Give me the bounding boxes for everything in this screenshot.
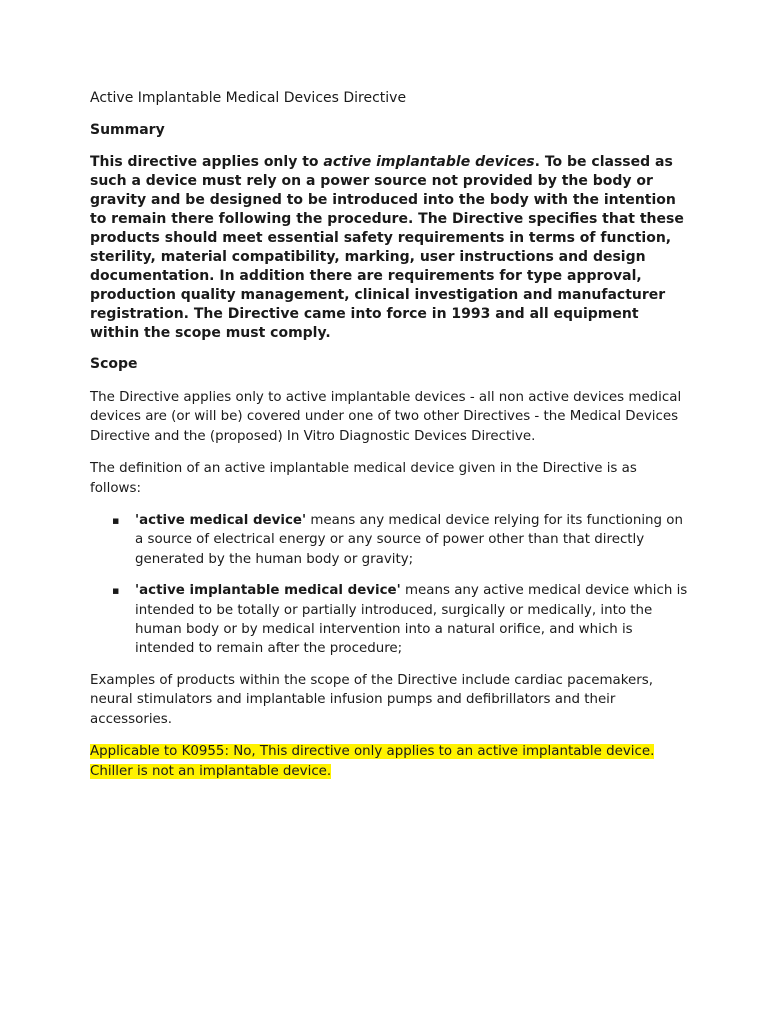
summary-text-rest: . To be classed as such a device must rely on a power source not provided by the body or gravity and be designed to be introduced into the body with the intention to remain there following the procedure. The Directive specifies that these products should meet essential safety requirements in terms of function, sterility, material compatibility, marking, user instructions and design documentation. In addition there are requirements for type approval, production quality management, clinical investigation and manufacturer registration. The Directive came into force in 1993 and all equipment within the scope must comply. (90, 154, 684, 341)
list-item (90, 511, 690, 569)
applicability-line-2: Chiller is not an implantable device. (90, 763, 332, 779)
summary-heading: Summary (90, 122, 165, 138)
definition-term: 'active medical device' (135, 513, 307, 529)
bullet-marker: ▪ (112, 514, 120, 528)
definition-text: means any medical device relying for its functioning on a source of electrical energy or any source of power other than that directly generated by the human body or gravity; (135, 513, 683, 567)
examples-paragraph: Examples of products within the scope of the Directive include cardiac pacemakers, neural stimulators and implantable infusion pumps and defibrillators and their accessories. (90, 672, 653, 727)
document-title: Active Implantable Medical Devices Directive (90, 90, 407, 106)
definition-term: 'active implantable medical device' (135, 583, 401, 599)
summary-emphasis: active implantable devices (323, 154, 535, 170)
summary-text-start: This directive applies only to (90, 154, 324, 170)
list-item (90, 581, 690, 659)
bullet-marker: ▪ (112, 584, 120, 598)
scope-heading: Scope (90, 356, 138, 372)
scope-paragraph: The Directive applies only to active implantable devices - all non active devices medical devices are (or will be) covered under one of two other Directives - the Medical Devices Directive and the (proposed) In Vitro Diagnostic Devices Directive. (90, 390, 682, 444)
definition-intro: The definition of an active implantable medical device given in the Directive is as follows: (90, 461, 637, 496)
applicability-line-1: Applicable to K0955: No, This directive only applies to an active implantable device. (90, 744, 655, 760)
summary-paragraph (90, 153, 690, 343)
definition-list (90, 511, 690, 659)
document-body (90, 89, 690, 794)
applicability-note (90, 742, 690, 781)
definition-text: means any active medical device which is intended to be totally or partially introduced, surgically or medically, into the human body or by medical intervention into a natural orifice, and which is intended to remain after the procedure; (135, 583, 688, 657)
